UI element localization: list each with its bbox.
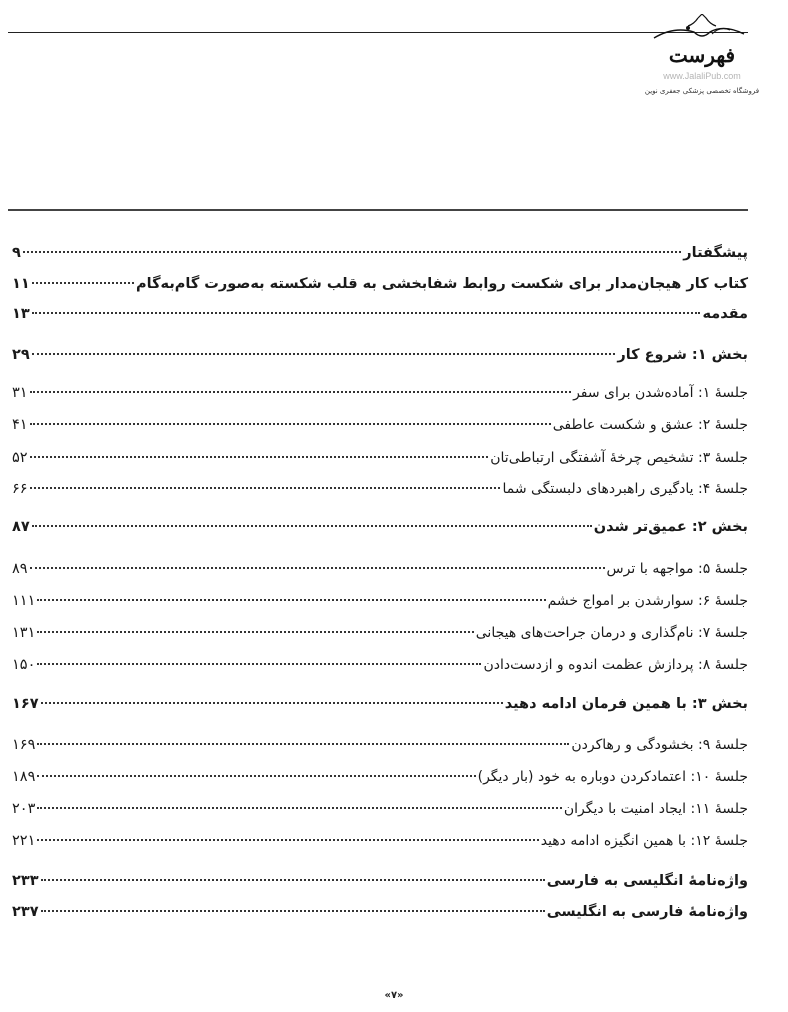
toc-entry[interactable]	[12, 900, 748, 924]
toc-entry[interactable]	[12, 413, 748, 437]
toc-entry-page: ۵۲	[12, 450, 28, 466]
toc-entry-title: بخش ۳: با همین فرمان ادامه دهید	[504, 696, 748, 712]
toc-entry-page: ۱۶۷	[12, 696, 39, 712]
toc-entry[interactable]	[12, 241, 748, 265]
toc-entry-page: ۲۳۳	[12, 873, 39, 889]
toc-entry-page: ۴۱	[12, 417, 28, 433]
toc-entry[interactable]	[12, 515, 748, 539]
toc-entry-title: مقدمه	[702, 306, 748, 322]
toc-entry-title: بخش ۱: شروع کار	[617, 347, 748, 363]
dot-leader	[30, 391, 571, 393]
toc-entry-title: جلسهٔ ۶: سوارشدن بر امواج خشم	[547, 593, 748, 609]
toc-entry-page: ۲۹	[12, 347, 30, 363]
dot-leader	[37, 839, 538, 841]
dot-leader	[37, 631, 473, 633]
dot-leader	[23, 251, 681, 253]
toc-entry-page: ۸۷	[12, 519, 30, 535]
dot-leader	[30, 423, 551, 425]
toc-entry-page: ۶۶	[12, 481, 28, 497]
header-rule-bottom	[8, 209, 748, 211]
dot-leader	[37, 807, 561, 809]
toc-entry-title: کتاب کار هیجان‌مدار برای شکست روابط شفابخشی به قلب شکسته به‌صورت گام‌به‌گام	[136, 276, 748, 292]
dot-leader	[30, 456, 489, 458]
toc-entry-title: جلسهٔ ۸: پردازش عظمت اندوه و ازدست‌دادن	[483, 657, 748, 673]
toc-entry-page: ۲۲۱	[12, 833, 36, 849]
dot-leader	[32, 312, 701, 314]
toc-entry[interactable]	[12, 343, 748, 367]
toc-entry[interactable]	[12, 869, 748, 893]
toc-entry-page: ۱۶۹	[12, 737, 36, 753]
toc-entry[interactable]	[12, 446, 748, 470]
toc-entry-title: بخش ۲: عمیق‌تر شدن	[593, 519, 748, 535]
toc-entry[interactable]	[12, 557, 748, 581]
dot-leader	[30, 567, 605, 569]
toc-entry[interactable]	[12, 621, 748, 645]
toc-entry-page: ۹	[12, 245, 21, 261]
dot-leader	[41, 702, 503, 704]
toc-entry-page: ۱۱	[12, 276, 30, 292]
toc-entry-title: جلسهٔ ۲: عشق و شکست عاطفی	[552, 417, 748, 433]
toc-entry-title: جلسهٔ ۵: مواجهه با ترس	[606, 561, 748, 577]
dot-leader	[32, 353, 616, 355]
toc-entry[interactable]	[12, 765, 748, 789]
calligraphy-ornament-icon	[644, 14, 760, 44]
toc-entry-page: ۱۳۱	[12, 625, 36, 641]
toc-entry[interactable]	[12, 829, 748, 853]
toc-entry[interactable]	[12, 797, 748, 821]
dot-leader	[30, 487, 501, 489]
watermark: www.JalaliPub.com	[663, 71, 741, 81]
dot-leader	[41, 879, 545, 881]
toc-entry[interactable]	[12, 302, 748, 326]
toc-entry[interactable]	[12, 692, 748, 716]
toc-entry[interactable]	[12, 477, 748, 501]
toc-entry-title: جلسهٔ ۱۲: با همین انگیزه ادامه دهید	[540, 833, 748, 849]
toc-entry-title: جلسهٔ ۳: تشخیص چرخهٔ آشفتگی ارتباطی‌تان	[490, 450, 748, 466]
dot-leader	[32, 282, 134, 284]
toc-entry[interactable]	[12, 272, 748, 296]
toc-entry-page: ۱۳	[12, 306, 30, 322]
dot-leader	[41, 910, 545, 912]
toc-entry[interactable]	[12, 589, 748, 613]
toc-entry-title: جلسهٔ ۱۰: اعتمادکردن دوباره به خود (بار دیگر)	[477, 769, 748, 785]
toc-entry[interactable]	[12, 733, 748, 757]
dot-leader	[37, 663, 481, 665]
toc-entry[interactable]	[12, 653, 748, 677]
publisher-logo	[632, 14, 772, 114]
toc-entry-title: واژه‌نامهٔ فارسی به انگلیسی	[546, 904, 748, 920]
toc-entry-page: ۲۰۳	[12, 801, 36, 817]
page-number: «۷»	[384, 990, 404, 1001]
toc-entry-title: جلسهٔ ۴: یادگیری راهبردهای دلبستگی شما	[502, 481, 748, 497]
toc-entry-page: ۸۹	[12, 561, 28, 577]
toc-entry-title: جلسهٔ ۷: نام‌گذاری و درمان جراحت‌های هیجانی	[475, 625, 748, 641]
toc-entry-page: ۱۸۹	[12, 769, 36, 785]
toc-entry[interactable]	[12, 381, 748, 405]
toc-entry-page: ۱۵۰	[12, 657, 36, 673]
toc-entry-title: جلسهٔ ۱۱: ایجاد امنیت با دیگران	[563, 801, 748, 817]
toc-entry-page: ۱۱۱	[12, 593, 36, 609]
logo-word: فهرست	[668, 43, 736, 67]
toc-entry-page: ۲۳۷	[12, 904, 39, 920]
toc-entry-title: پیشگفتار	[683, 245, 748, 261]
dot-leader	[32, 525, 592, 527]
toc-entry-page: ۳۱	[12, 385, 28, 401]
dot-leader	[37, 743, 569, 745]
toc-entry-title: واژه‌نامهٔ انگلیسی به فارسی	[546, 873, 748, 889]
dot-leader	[37, 599, 545, 601]
toc-entry-title: جلسهٔ ۱: آماده‌شدن برای سفر	[573, 385, 748, 401]
dot-leader	[37, 775, 475, 777]
store-name: فروشگاه تخصصی پزشکی جعفری نوین	[644, 87, 760, 95]
toc-entry-title: جلسهٔ ۹: بخشودگی و رهاکردن	[571, 737, 748, 753]
